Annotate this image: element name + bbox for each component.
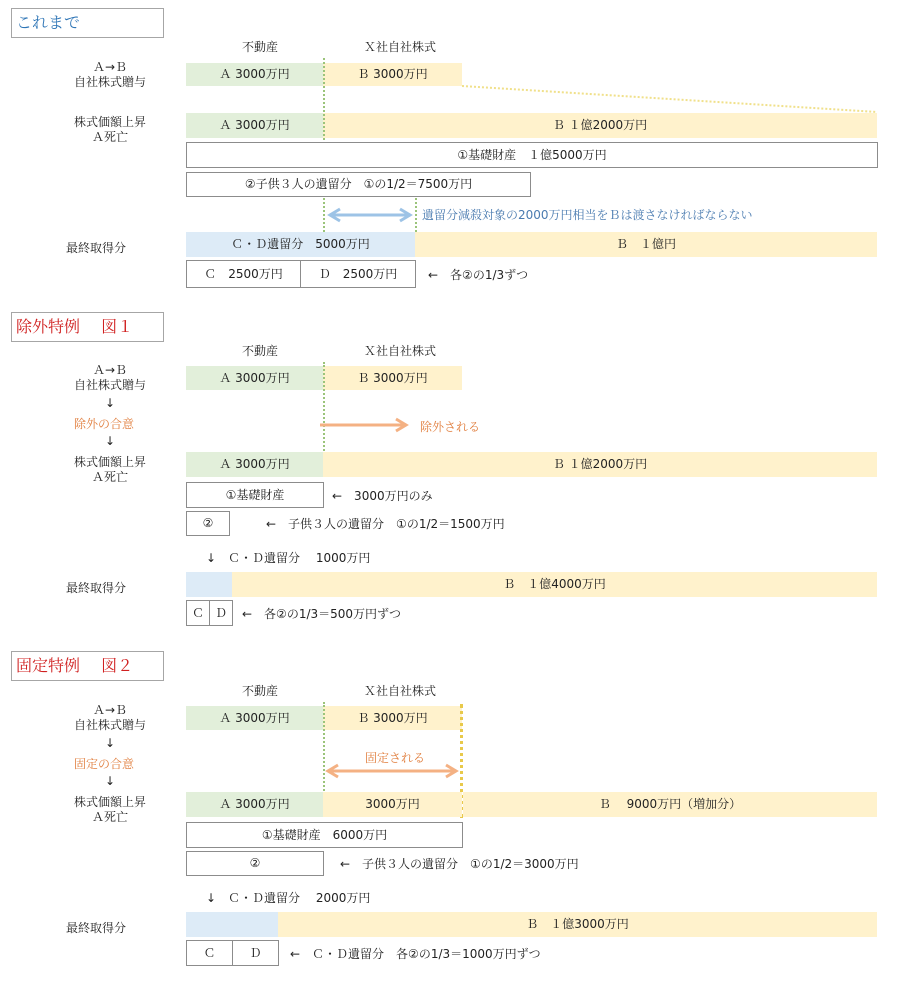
reduction-note: 遺留分減殺対象の2000万円相当をＢは渡さなければならない — [422, 208, 753, 222]
bar-b-increase: Ｂ 9000万円（増加分） — [463, 792, 877, 817]
bar-b-final: Ｂ １億3000万円 — [278, 912, 877, 937]
box-c: Ｃ 2500万円 — [186, 260, 301, 288]
basis-property-box: ①基礎財産 １億5000万円 — [186, 142, 878, 168]
each-note: ← Ｃ・Ｄ遺留分 各②の1/3＝1000万円ずつ — [290, 947, 541, 961]
reserved-share-box: ②子供３人の遺留分 ①の1/2＝7500万円 — [186, 172, 531, 197]
box-d: Ｄ — [233, 940, 279, 966]
row-label-gift: Ａ→Ｂ 自社株式贈与 — [73, 363, 146, 392]
bar-b-fixed: 3000万円 — [323, 792, 462, 817]
cd-share-note: ↓ Ｃ・Ｄ遺留分 2000万円 — [206, 891, 371, 905]
bar-b-stock: Ｂ 3000万円 — [323, 63, 462, 86]
box-c: Ｃ — [186, 940, 233, 966]
bar-b-stock-2: Ｂ １億2000万円 — [323, 113, 877, 138]
bar-b-stock-2: Ｂ １億2000万円 — [323, 452, 877, 477]
bar-cd-share — [186, 912, 278, 937]
column-header-realestate: 不動産 — [241, 684, 278, 698]
reserved-share-note: ← 子供３人の遺留分 ①の1/2＝1500万円 — [266, 517, 505, 531]
basis-note: ← 3000万円のみ — [332, 489, 433, 503]
excluded-label: 除外される — [420, 420, 481, 434]
reserved-share-box: ② — [186, 511, 230, 536]
section-title-before: これまで — [11, 8, 164, 38]
final-label: 最終取得分 — [66, 921, 127, 935]
bar-b-stock: Ｂ 3000万円 — [323, 366, 462, 390]
down-arrow-icon: ↓ — [104, 774, 116, 788]
box-d: Ｄ 2500万円 — [301, 260, 416, 288]
row-label-gift: Ａ→Ｂ 自社株式贈与 — [73, 60, 146, 89]
fixed-agreement-label: 固定の合意 — [73, 757, 134, 771]
bar-b-stock: Ｂ 3000万円 — [323, 706, 462, 730]
cd-share-note: ↓ Ｃ・Ｄ遺留分 1000万円 — [206, 551, 371, 565]
section-title-fixed: 固定特例 図２ — [11, 651, 164, 681]
column-header-realestate: 不動産 — [241, 344, 278, 358]
bar-a-realestate: Ａ 3000万円 — [186, 706, 323, 730]
row-label-rise: 株式価額上昇 Ａ死亡 — [73, 795, 146, 824]
row-label-gift: Ａ→Ｂ 自社株式贈与 — [73, 703, 146, 732]
basis-property-box: ①基礎財産 — [186, 482, 324, 508]
bar-a-realestate-2: Ａ 3000万円 — [186, 792, 323, 817]
column-header-realestate: 不動産 — [241, 40, 278, 54]
each-note: ← 各②の1/3ずつ — [428, 268, 529, 282]
column-header-stock: Ｘ社自社株式 — [363, 40, 436, 54]
bar-a-realestate: Ａ 3000万円 — [186, 366, 323, 390]
bar-a-realestate-2: Ａ 3000万円 — [186, 113, 323, 138]
row-label-rise: 株式価額上昇 Ａ死亡 — [73, 455, 146, 484]
row-label-rise: 株式価額上昇 Ａ死亡 — [73, 115, 146, 144]
final-label: 最終取得分 — [66, 581, 127, 595]
fixed-label: 固定される — [364, 751, 425, 765]
basis-property-box: ①基礎財産 6000万円 — [186, 822, 463, 848]
each-note: ← 各②の1/3＝500万円ずつ — [242, 607, 402, 621]
down-arrow-icon: ↓ — [104, 396, 116, 410]
box-d: Ｄ — [210, 600, 233, 626]
exclusion-agreement-label: 除外の合意 — [73, 417, 134, 431]
final-label: 最終取得分 — [66, 241, 127, 255]
down-arrow-icon: ↓ — [104, 736, 116, 750]
column-header-stock: Ｘ社自社株式 — [363, 344, 436, 358]
reserved-share-box: ② — [186, 851, 324, 876]
bar-cd-share: Ｃ・Ｄ遺留分 5000万円 — [186, 232, 415, 257]
bar-b-final: Ｂ １億4000万円 — [232, 572, 877, 597]
reserved-share-note: ← 子供３人の遺留分 ①の1/2＝3000万円 — [340, 857, 579, 871]
bar-b-final: Ｂ １億円 — [415, 232, 877, 257]
column-header-stock: Ｘ社自社株式 — [363, 684, 436, 698]
down-arrow-icon: ↓ — [104, 434, 116, 448]
bar-a-realestate-2: Ａ 3000万円 — [186, 452, 323, 477]
box-c: Ｃ — [186, 600, 210, 626]
bar-a-realestate: Ａ 3000万円 — [186, 63, 323, 86]
section-title-exclusion: 除外特例 図１ — [11, 312, 164, 342]
